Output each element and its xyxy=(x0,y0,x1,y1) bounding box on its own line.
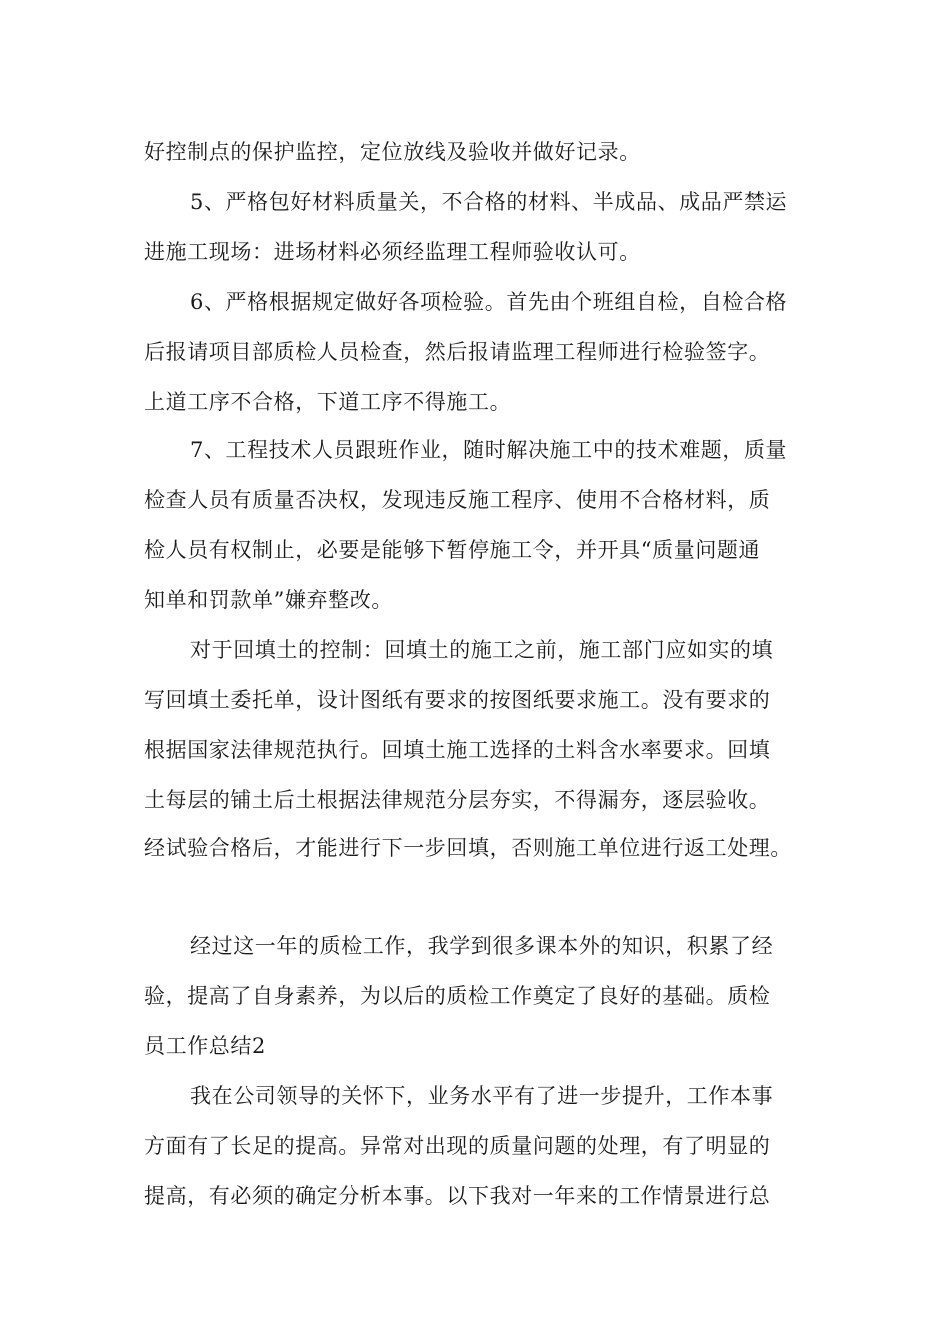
text-line-5: 后报请项目部质检人员检查，然后报请监理工程师进行检验签字。 xyxy=(144,340,771,364)
text-line-20: 方面有了长足的提高。异常对出现的质量问题的处理，有了明显的 xyxy=(144,1134,771,1158)
text-line-12: 写回填土委托单，设计图纸有要求的按图纸要求施工。没有要求的 xyxy=(144,688,771,712)
text-line-3: 进施工现场：进场材料必须经监理工程师验收认可。 xyxy=(144,240,641,264)
text-line-13: 根据国家法律规范执行。回填土施工选择的土料含水率要求。回填 xyxy=(144,738,771,762)
text-line-14: 土每层的铺土后土根据法律规范分层夯实，不得漏夯，逐层验收。 xyxy=(144,788,771,812)
text-line-15: 经试验合格后，才能进行下一步回填，否则施工单位进行返工处理。 xyxy=(144,836,792,860)
text-line-8: 检查人员有质量否决权，发现违反施工程序、使用不合格材料，质 xyxy=(144,488,771,512)
text-line-1: 好控制点的保护监控，定位放线及验收并做好记录。 xyxy=(144,140,641,164)
text-line-4: 6、严格根据规定做好各项检验。首先由个班组自检，自检合格 xyxy=(190,290,788,314)
text-line-21: 提高，有必须的确定分析本事。以下我对一年来的工作情景进行总 xyxy=(144,1184,771,1208)
text-line-11: 对于回填土的控制：回填土的施工之前，施工部门应如实的填 xyxy=(190,638,774,662)
text-line-9: 检人员有权制止，必要是能够下暂停施工令，并开具“质量问题通 xyxy=(144,538,761,562)
text-line-16: 经过这一年的质检工作，我学到很多课本外的知识，积累了经 xyxy=(190,934,774,958)
text-line-7: 7、工程技术人员跟班作业，随时解决施工中的技术难题，质量 xyxy=(190,438,788,462)
text-line-2: 5、严格包好材料质量关，不合格的材料、半成品、成品严禁运 xyxy=(190,190,788,214)
text-line-18: 员工作总结2 xyxy=(144,1034,266,1058)
text-line-19: 我在公司领导的关怀下，业务水平有了进一步提升，工作本事 xyxy=(190,1084,774,1108)
text-line-17: 验，提高了自身素养，为以后的质检工作奠定了良好的基础。质检 xyxy=(144,984,771,1008)
text-line-10: 知单和罚款单”嫌弃整改。 xyxy=(144,588,393,612)
text-line-6: 上道工序不合格，下道工序不得施工。 xyxy=(144,390,512,414)
